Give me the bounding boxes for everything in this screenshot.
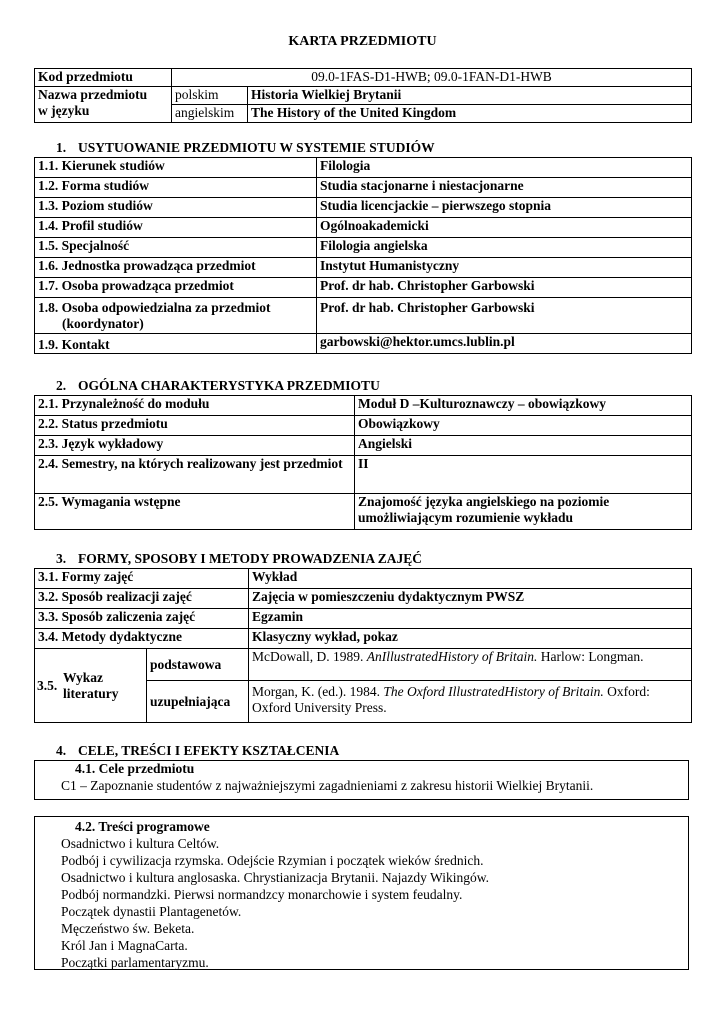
program-content-item: Król Jan i MagnaCarta. bbox=[61, 938, 188, 953]
section-4-number: 4. bbox=[56, 743, 67, 758]
row-label: 2.1. Przynależność do modułu bbox=[35, 396, 355, 416]
document-title: KARTA PRZEDMIOTU bbox=[288, 34, 437, 49]
section-3-number: 3. bbox=[56, 551, 67, 566]
section-3-table bbox=[34, 568, 692, 723]
literature-basic-title: AnIllustratedHistory of Britain. bbox=[366, 649, 538, 664]
row-value: Zajęcia w pomieszczeniu dydaktycznym PWSZ bbox=[249, 589, 692, 609]
literature-label: Wykaz literatury bbox=[63, 669, 119, 701]
row-value: Znajomość języka angielskiego na poziomie umożliwiającym rozumienie wykładu bbox=[355, 494, 692, 530]
row-value: Moduł D –Kulturoznawczy – obowiązkowy bbox=[355, 396, 692, 416]
lang-polish-label: polskim bbox=[172, 87, 248, 105]
literature-basic-entry bbox=[249, 649, 692, 681]
row-label: 1.1. Kierunek studiów bbox=[35, 158, 317, 178]
literature-extra-title: The Oxford IllustratedHistory of Britain. bbox=[383, 684, 604, 699]
row-value: garbowski@hektor.umcs.lublin.pl bbox=[317, 334, 692, 354]
program-content-item: Osadnictwo i kultura anglosaska. Chrystianizacja Brytanii. Najazdy Wikingów. bbox=[61, 870, 489, 885]
program-content-item: Początki parlamentaryzmu. bbox=[61, 955, 209, 970]
section-3-title: FORMY, SPOSOBY I METODY PROWADZENIA ZAJĘĆ bbox=[78, 551, 423, 566]
literature-extra-entry bbox=[249, 681, 692, 723]
section-4-heading bbox=[56, 743, 339, 759]
row-label: 1.7. Osoba prowadząca przedmiot bbox=[35, 278, 317, 298]
section-1-number: 1. bbox=[56, 140, 67, 155]
row-value: Klasyczny wykład, pokaz bbox=[249, 629, 692, 649]
course-name-label-line1: Nazwa przedmiotu bbox=[38, 87, 148, 102]
course-name-english: The History of the United Kingdom bbox=[248, 105, 692, 123]
row-label: 1.9. Kontakt bbox=[35, 334, 317, 354]
section-4-title: CELE, TREŚCI I EFEKTY KSZTAŁCENIA bbox=[78, 743, 340, 758]
section-3-heading bbox=[56, 551, 422, 567]
row-label: 2.2. Status przedmiotu bbox=[35, 416, 355, 436]
row-label: 1.3. Poziom studiów bbox=[35, 198, 317, 218]
program-content-item: Podbój normandzki. Pierwsi normandzcy monarchowie i system feudalny. bbox=[61, 887, 463, 902]
goals-title: 4.1. Cele przedmiotu bbox=[75, 761, 195, 776]
row-label: 1.2. Forma studiów bbox=[35, 178, 317, 198]
literature-basic-author: McDowall, D. 1989. bbox=[252, 649, 367, 664]
row-label: 2.5. Wymagania wstępne bbox=[35, 494, 355, 530]
program-content-item: Osadnictwo i kultura Celtów. bbox=[61, 836, 220, 851]
row-value: Wykład bbox=[249, 569, 692, 589]
row-value: Instytut Humanistyczny bbox=[317, 258, 692, 278]
literature-extra-label: uzupełniająca bbox=[147, 681, 249, 723]
row-label: 3.2. Sposób realizacji zajęć bbox=[35, 589, 249, 609]
row-label: 3.4. Metody dydaktyczne bbox=[35, 629, 249, 649]
row-value: II bbox=[355, 456, 692, 494]
section-1-title: USYTUOWANIE PRZEDMIOTU W SYSTEMIE STUDIÓW bbox=[78, 140, 435, 155]
course-name-label bbox=[35, 87, 172, 123]
course-code-label: Kod przedmiotu bbox=[35, 69, 172, 87]
section-1-table bbox=[34, 157, 692, 354]
row-value: Egzamin bbox=[249, 609, 692, 629]
program-content-title: 4.2. Treści programowe bbox=[75, 819, 210, 834]
course-name-label-line2: w języku bbox=[38, 103, 90, 118]
row-label-line1: 1.8. Osoba odpowiedzialna za przedmiot bbox=[38, 300, 271, 315]
lang-english-label: angielskim bbox=[172, 105, 248, 123]
row-value: Filologia bbox=[317, 158, 692, 178]
section-2-table bbox=[34, 395, 692, 530]
literature-extra-author: Morgan, K. (ed.). 1984. bbox=[252, 684, 384, 699]
row-value: Studia licencjackie – pierwszego stopnia bbox=[317, 198, 692, 218]
literature-basic-label: podstawowa bbox=[147, 649, 249, 681]
row-value: Filologia angielska bbox=[317, 238, 692, 258]
row-value: Obowiązkowy bbox=[355, 416, 692, 436]
course-name-polish: Historia Wielkiej Brytanii bbox=[248, 87, 692, 105]
row-value: Prof. dr hab. Christopher Garbowski bbox=[317, 298, 692, 334]
program-content-item: Męczeństwo św. Beketa. bbox=[61, 921, 195, 936]
row-value: Angielski bbox=[355, 436, 692, 456]
row-value: Studia stacjonarne i niestacjonarne bbox=[317, 178, 692, 198]
program-content-box bbox=[34, 816, 689, 970]
program-content-item: Początek dynastii Plantagenetów. bbox=[61, 904, 242, 919]
goals-text: C1 – Zapoznanie studentów z najważniejszymi zagadnieniami z zakresu historii Wielkiej Brytanii. bbox=[61, 778, 594, 793]
row-label: 2.3. Język wykładowy bbox=[35, 436, 355, 456]
goals-box bbox=[34, 760, 689, 800]
program-content-item: Podbój i cywilizacja rzymska. Odejście Rzymian i początek wieków średnich. bbox=[61, 853, 484, 868]
section-2-title: OGÓLNA CHARAKTERYSTYKA PRZEDMIOTU bbox=[78, 378, 380, 393]
row-label bbox=[35, 298, 317, 334]
row-value: Ogólnoakademicki bbox=[317, 218, 692, 238]
section-2-heading bbox=[56, 378, 380, 394]
row-label: 3.1. Formy zajęć bbox=[35, 569, 249, 589]
row-value: Prof. dr hab. Christopher Garbowski bbox=[317, 278, 692, 298]
section-1-heading bbox=[56, 140, 435, 156]
row-label-line2: (koordynator) bbox=[62, 316, 144, 331]
literature-basic-publisher: Harlow: Longman. bbox=[537, 649, 644, 664]
literature-extra-publisher: Oxford: Oxford University Press. bbox=[252, 684, 650, 715]
course-code-value: 09.0-1FAS-D1-HWB; 09.0-1FAN-D1-HWB bbox=[172, 69, 692, 87]
row-label: 1.4. Profil studiów bbox=[35, 218, 317, 238]
course-header-table bbox=[34, 68, 692, 123]
section-2-number: 2. bbox=[56, 378, 67, 393]
row-label: 2.4. Semestry, na których realizowany jest przedmiot bbox=[35, 456, 355, 494]
row-label: 1.5. Specjalność bbox=[35, 238, 317, 258]
row-label: 1.6. Jednostka prowadząca przedmiot bbox=[35, 258, 317, 278]
row-label: 3.3. Sposób zaliczenia zajęć bbox=[35, 609, 249, 629]
literature-label-cell bbox=[35, 649, 147, 723]
literature-number: 3.5. bbox=[37, 677, 58, 693]
